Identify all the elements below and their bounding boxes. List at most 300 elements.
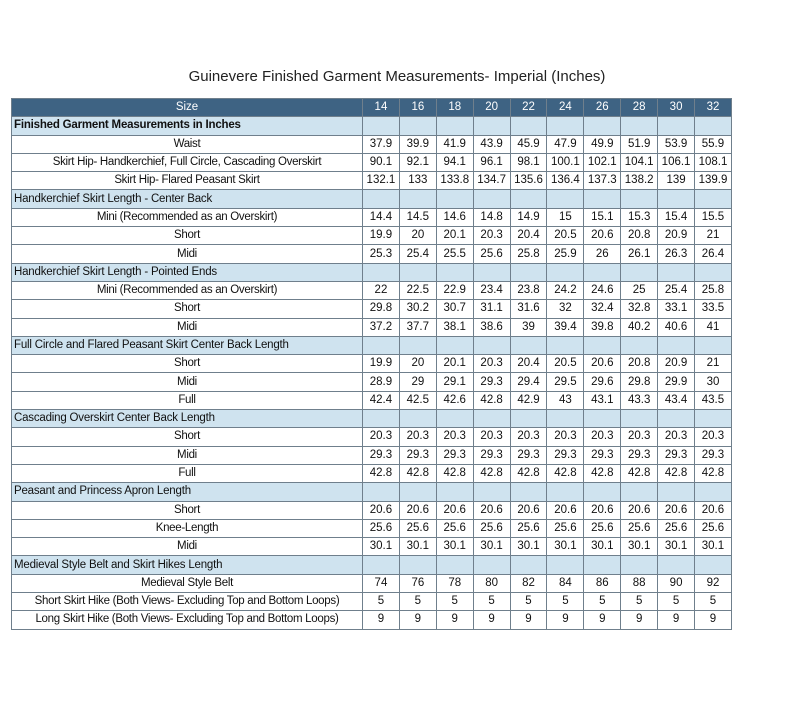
row-label: Full (12, 464, 363, 482)
value-cell: 19.9 (363, 355, 400, 373)
value-cell: 25 (621, 281, 658, 299)
value-cell: 39.9 (399, 135, 436, 153)
value-cell: 42.9 (510, 391, 547, 409)
value-cell: 42.5 (399, 391, 436, 409)
size-header: 22 (510, 99, 547, 117)
section-empty-cell (547, 410, 584, 428)
table-row (12, 153, 732, 171)
row-label: Short (12, 501, 363, 519)
value-cell: 30.7 (436, 300, 473, 318)
section-empty-cell (621, 190, 658, 208)
value-cell: 43 (547, 391, 584, 409)
section-empty-cell (399, 117, 436, 135)
value-cell: 78 (436, 574, 473, 592)
table-row (12, 519, 732, 537)
table-row (12, 172, 732, 190)
value-cell: 22.9 (436, 281, 473, 299)
value-cell: 20.6 (695, 501, 732, 519)
row-label: Midi (12, 373, 363, 391)
value-cell: 41.9 (436, 135, 473, 153)
value-cell: 37.9 (363, 135, 400, 153)
row-label: Midi (12, 245, 363, 263)
value-cell: 102.1 (584, 153, 621, 171)
table-row (12, 245, 732, 263)
section-empty-cell (658, 336, 695, 354)
value-cell: 25.6 (436, 519, 473, 537)
value-cell: 53.9 (658, 135, 695, 153)
value-cell: 20.3 (695, 428, 732, 446)
section-empty-cell (547, 117, 584, 135)
section-row (12, 336, 732, 354)
value-cell: 100.1 (547, 153, 584, 171)
section-empty-cell (436, 117, 473, 135)
row-label: Short (12, 428, 363, 446)
value-cell: 22 (363, 281, 400, 299)
size-header: 14 (363, 99, 400, 117)
table-row (12, 208, 732, 226)
section-empty-cell (658, 556, 695, 574)
value-cell: 25.6 (547, 519, 584, 537)
section-row (12, 483, 732, 501)
measurements-table (11, 98, 732, 630)
section-empty-cell (510, 410, 547, 428)
value-cell: 20.3 (510, 428, 547, 446)
section-empty-cell (473, 556, 510, 574)
value-cell: 25.8 (510, 245, 547, 263)
value-cell: 20.1 (436, 227, 473, 245)
value-cell: 139 (658, 172, 695, 190)
table-row (12, 355, 732, 373)
section-label: Medieval Style Belt and Skirt Hikes Length (12, 556, 363, 574)
value-cell: 43.4 (658, 391, 695, 409)
section-label: Cascading Overskirt Center Back Length (12, 410, 363, 428)
row-label: Skirt Hip- Handkerchief, Full Circle, Cascading Overskirt (12, 153, 363, 171)
value-cell: 19.9 (363, 227, 400, 245)
value-cell: 14.6 (436, 208, 473, 226)
value-cell: 29.8 (363, 300, 400, 318)
value-cell: 29.1 (436, 373, 473, 391)
section-label: Handkerchief Skirt Length - Center Back (12, 190, 363, 208)
value-cell: 30 (695, 373, 732, 391)
value-cell: 32.4 (584, 300, 621, 318)
value-cell: 33.1 (658, 300, 695, 318)
value-cell: 42.4 (363, 391, 400, 409)
value-cell: 80 (473, 574, 510, 592)
value-cell: 9 (584, 611, 621, 629)
value-cell: 5 (584, 593, 621, 611)
value-cell: 43.5 (695, 391, 732, 409)
value-cell: 39 (510, 318, 547, 336)
value-cell: 5 (658, 593, 695, 611)
value-cell: 9 (473, 611, 510, 629)
value-cell: 5 (363, 593, 400, 611)
value-cell: 37.2 (363, 318, 400, 336)
section-row (12, 263, 732, 281)
size-header: 16 (399, 99, 436, 117)
value-cell: 98.1 (510, 153, 547, 171)
row-label: Medieval Style Belt (12, 574, 363, 592)
value-cell: 33.5 (695, 300, 732, 318)
value-cell: 25.6 (473, 519, 510, 537)
value-cell: 29.3 (473, 373, 510, 391)
value-cell: 25.4 (658, 281, 695, 299)
value-cell: 30.1 (510, 538, 547, 556)
section-empty-cell (510, 117, 547, 135)
value-cell: 90 (658, 574, 695, 592)
section-empty-cell (510, 336, 547, 354)
section-empty-cell (621, 556, 658, 574)
section-empty-cell (621, 483, 658, 501)
value-cell: 32 (547, 300, 584, 318)
section-empty-cell (363, 263, 400, 281)
section-row (12, 556, 732, 574)
value-cell: 26.3 (658, 245, 695, 263)
section-label: Peasant and Princess Apron Length (12, 483, 363, 501)
value-cell: 14.4 (363, 208, 400, 226)
value-cell: 42.8 (363, 464, 400, 482)
section-empty-cell (399, 556, 436, 574)
table-row (12, 391, 732, 409)
value-cell: 20.6 (363, 501, 400, 519)
value-cell: 82 (510, 574, 547, 592)
value-cell: 20.6 (547, 501, 584, 519)
value-cell: 37.7 (399, 318, 436, 336)
size-header: 26 (584, 99, 621, 117)
value-cell: 20.4 (510, 227, 547, 245)
section-empty-cell (399, 263, 436, 281)
value-cell: 9 (436, 611, 473, 629)
table-row (12, 593, 732, 611)
value-cell: 20.8 (621, 355, 658, 373)
value-cell: 20.3 (473, 428, 510, 446)
value-cell: 20.3 (436, 428, 473, 446)
table-row (12, 428, 732, 446)
section-empty-cell (658, 483, 695, 501)
section-empty-cell (473, 190, 510, 208)
value-cell: 30.2 (399, 300, 436, 318)
row-label: Waist (12, 135, 363, 153)
value-cell: 25.6 (510, 519, 547, 537)
value-cell: 25.8 (695, 281, 732, 299)
value-cell: 42.8 (547, 464, 584, 482)
section-empty-cell (399, 336, 436, 354)
value-cell: 25.6 (658, 519, 695, 537)
value-cell: 92.1 (399, 153, 436, 171)
value-cell: 20.3 (473, 355, 510, 373)
value-cell: 20.6 (658, 501, 695, 519)
value-cell: 9 (399, 611, 436, 629)
value-cell: 14.8 (473, 208, 510, 226)
value-cell: 29.3 (695, 446, 732, 464)
value-cell: 42.8 (399, 464, 436, 482)
value-cell: 25.5 (436, 245, 473, 263)
value-cell: 55.9 (695, 135, 732, 153)
value-cell: 29.3 (621, 446, 658, 464)
section-label: Handkerchief Skirt Length - Pointed Ends (12, 263, 363, 281)
section-empty-cell (363, 117, 400, 135)
value-cell: 22.5 (399, 281, 436, 299)
value-cell: 20.6 (584, 501, 621, 519)
value-cell: 24.6 (584, 281, 621, 299)
section-empty-cell (510, 556, 547, 574)
value-cell: 20.5 (547, 355, 584, 373)
value-cell: 20.8 (621, 227, 658, 245)
value-cell: 29.3 (510, 446, 547, 464)
section-label: Full Circle and Flared Peasant Skirt Center Back Length (12, 336, 363, 354)
value-cell: 42.8 (510, 464, 547, 482)
row-label: Mini (Recommended as an Overskirt) (12, 208, 363, 226)
section-empty-cell (695, 336, 732, 354)
value-cell: 15 (547, 208, 584, 226)
section-empty-cell (584, 410, 621, 428)
value-cell: 20.6 (510, 501, 547, 519)
row-label: Midi (12, 318, 363, 336)
value-cell: 25.6 (584, 519, 621, 537)
value-cell: 29.3 (584, 446, 621, 464)
value-cell: 104.1 (621, 153, 658, 171)
value-cell: 20.6 (436, 501, 473, 519)
value-cell: 25.6 (363, 519, 400, 537)
value-cell: 42.8 (473, 391, 510, 409)
value-cell: 28.9 (363, 373, 400, 391)
section-empty-cell (436, 483, 473, 501)
value-cell: 138.2 (621, 172, 658, 190)
section-empty-cell (695, 263, 732, 281)
value-cell: 25.6 (399, 519, 436, 537)
value-cell: 29.8 (621, 373, 658, 391)
value-cell: 134.7 (473, 172, 510, 190)
section-empty-cell (547, 483, 584, 501)
value-cell: 20 (399, 355, 436, 373)
section-empty-cell (436, 263, 473, 281)
table-row (12, 281, 732, 299)
value-cell: 25.9 (547, 245, 584, 263)
value-cell: 29.6 (584, 373, 621, 391)
value-cell: 20.4 (510, 355, 547, 373)
value-cell: 31.6 (510, 300, 547, 318)
value-cell: 137.3 (584, 172, 621, 190)
value-cell: 43.9 (473, 135, 510, 153)
section-empty-cell (658, 117, 695, 135)
value-cell: 30.1 (621, 538, 658, 556)
value-cell: 90.1 (363, 153, 400, 171)
section-empty-cell (399, 410, 436, 428)
value-cell: 5 (473, 593, 510, 611)
value-cell: 39.8 (584, 318, 621, 336)
value-cell: 30.1 (695, 538, 732, 556)
value-cell: 15.5 (695, 208, 732, 226)
value-cell: 30.1 (658, 538, 695, 556)
section-empty-cell (584, 117, 621, 135)
value-cell: 30.1 (436, 538, 473, 556)
value-cell: 42.8 (695, 464, 732, 482)
section-empty-cell (621, 336, 658, 354)
value-cell: 23.8 (510, 281, 547, 299)
section-empty-cell (436, 336, 473, 354)
table-row (12, 135, 732, 153)
section-empty-cell (363, 556, 400, 574)
section-empty-cell (547, 190, 584, 208)
section-empty-cell (621, 117, 658, 135)
value-cell: 42.8 (473, 464, 510, 482)
value-cell: 20.6 (584, 355, 621, 373)
value-cell: 20.3 (621, 428, 658, 446)
row-label: Short (12, 355, 363, 373)
section-empty-cell (363, 483, 400, 501)
section-empty-cell (363, 336, 400, 354)
value-cell: 41 (695, 318, 732, 336)
section-empty-cell (584, 263, 621, 281)
section-empty-cell (547, 263, 584, 281)
section-empty-cell (695, 117, 732, 135)
section-empty-cell (436, 410, 473, 428)
section-row (12, 410, 732, 428)
section-empty-cell (695, 556, 732, 574)
value-cell: 14.9 (510, 208, 547, 226)
value-cell: 31.1 (473, 300, 510, 318)
value-cell: 84 (547, 574, 584, 592)
value-cell: 29.3 (473, 446, 510, 464)
table-row (12, 501, 732, 519)
table-row (12, 227, 732, 245)
section-empty-cell (510, 483, 547, 501)
value-cell: 5 (621, 593, 658, 611)
section-empty-cell (510, 190, 547, 208)
section-empty-cell (621, 263, 658, 281)
value-cell: 38.1 (436, 318, 473, 336)
value-cell: 42.6 (436, 391, 473, 409)
size-header: 18 (436, 99, 473, 117)
section-empty-cell (436, 190, 473, 208)
value-cell: 23.4 (473, 281, 510, 299)
value-cell: 135.6 (510, 172, 547, 190)
value-cell: 5 (510, 593, 547, 611)
value-cell: 29.9 (658, 373, 695, 391)
table-body (12, 117, 732, 629)
size-header: 28 (621, 99, 658, 117)
value-cell: 40.2 (621, 318, 658, 336)
value-cell: 5 (399, 593, 436, 611)
value-cell: 42.8 (436, 464, 473, 482)
value-cell: 15.1 (584, 208, 621, 226)
value-cell: 20.6 (399, 501, 436, 519)
value-cell: 47.9 (547, 135, 584, 153)
value-cell: 9 (658, 611, 695, 629)
section-empty-cell (695, 190, 732, 208)
value-cell: 9 (695, 611, 732, 629)
table-row (12, 446, 732, 464)
value-cell: 45.9 (510, 135, 547, 153)
value-cell: 20.3 (473, 227, 510, 245)
section-empty-cell (436, 556, 473, 574)
value-cell: 40.6 (658, 318, 695, 336)
row-label: Midi (12, 446, 363, 464)
value-cell: 136.4 (547, 172, 584, 190)
value-cell: 92 (695, 574, 732, 592)
value-cell: 14.5 (399, 208, 436, 226)
value-cell: 42.8 (584, 464, 621, 482)
size-header: 20 (473, 99, 510, 117)
value-cell: 133 (399, 172, 436, 190)
value-cell: 30.1 (547, 538, 584, 556)
row-label: Full (12, 391, 363, 409)
value-cell: 43.3 (621, 391, 658, 409)
value-cell: 30.1 (363, 538, 400, 556)
value-cell: 20.3 (584, 428, 621, 446)
size-header: 24 (547, 99, 584, 117)
value-cell: 30.1 (584, 538, 621, 556)
section-empty-cell (363, 410, 400, 428)
table-row (12, 373, 732, 391)
value-cell: 20.3 (363, 428, 400, 446)
value-cell: 5 (436, 593, 473, 611)
table-row (12, 464, 732, 482)
value-cell: 26.4 (695, 245, 732, 263)
value-cell: 88 (621, 574, 658, 592)
value-cell: 94.1 (436, 153, 473, 171)
size-header: 30 (658, 99, 695, 117)
value-cell: 25.3 (363, 245, 400, 263)
value-cell: 25.4 (399, 245, 436, 263)
value-cell: 30.1 (473, 538, 510, 556)
value-cell: 20.9 (658, 355, 695, 373)
section-empty-cell (547, 336, 584, 354)
section-empty-cell (658, 190, 695, 208)
row-label: Short Skirt Hike (Both Views- Excluding Top and Bottom Loops) (12, 593, 363, 611)
value-cell: 74 (363, 574, 400, 592)
section-empty-cell (584, 336, 621, 354)
row-label: Short (12, 227, 363, 245)
section-empty-cell (584, 483, 621, 501)
value-cell: 29.3 (399, 446, 436, 464)
value-cell: 29.3 (436, 446, 473, 464)
value-cell: 96.1 (473, 153, 510, 171)
table-row (12, 318, 732, 336)
section-label: Finished Garment Measurements in Inches (12, 117, 363, 135)
value-cell: 108.1 (695, 153, 732, 171)
value-cell: 20 (399, 227, 436, 245)
value-cell: 32.8 (621, 300, 658, 318)
value-cell: 25.6 (473, 245, 510, 263)
value-cell: 29.3 (547, 446, 584, 464)
value-cell: 21 (695, 355, 732, 373)
value-cell: 29.4 (510, 373, 547, 391)
value-cell: 132.1 (363, 172, 400, 190)
value-cell: 25.6 (695, 519, 732, 537)
value-cell: 29.3 (658, 446, 695, 464)
row-label: Skirt Hip- Flared Peasant Skirt (12, 172, 363, 190)
value-cell: 9 (547, 611, 584, 629)
value-cell: 42.8 (658, 464, 695, 482)
value-cell: 30.1 (399, 538, 436, 556)
value-cell: 9 (363, 611, 400, 629)
value-cell: 26.1 (621, 245, 658, 263)
section-empty-cell (621, 410, 658, 428)
value-cell: 5 (695, 593, 732, 611)
section-empty-cell (658, 410, 695, 428)
value-cell: 106.1 (658, 153, 695, 171)
value-cell: 20.9 (658, 227, 695, 245)
value-cell: 49.9 (584, 135, 621, 153)
row-label: Midi (12, 538, 363, 556)
row-label: Short (12, 300, 363, 318)
value-cell: 15.4 (658, 208, 695, 226)
value-cell: 24.2 (547, 281, 584, 299)
value-cell: 21 (695, 227, 732, 245)
value-cell: 20.3 (658, 428, 695, 446)
section-empty-cell (695, 410, 732, 428)
value-cell: 139.9 (695, 172, 732, 190)
